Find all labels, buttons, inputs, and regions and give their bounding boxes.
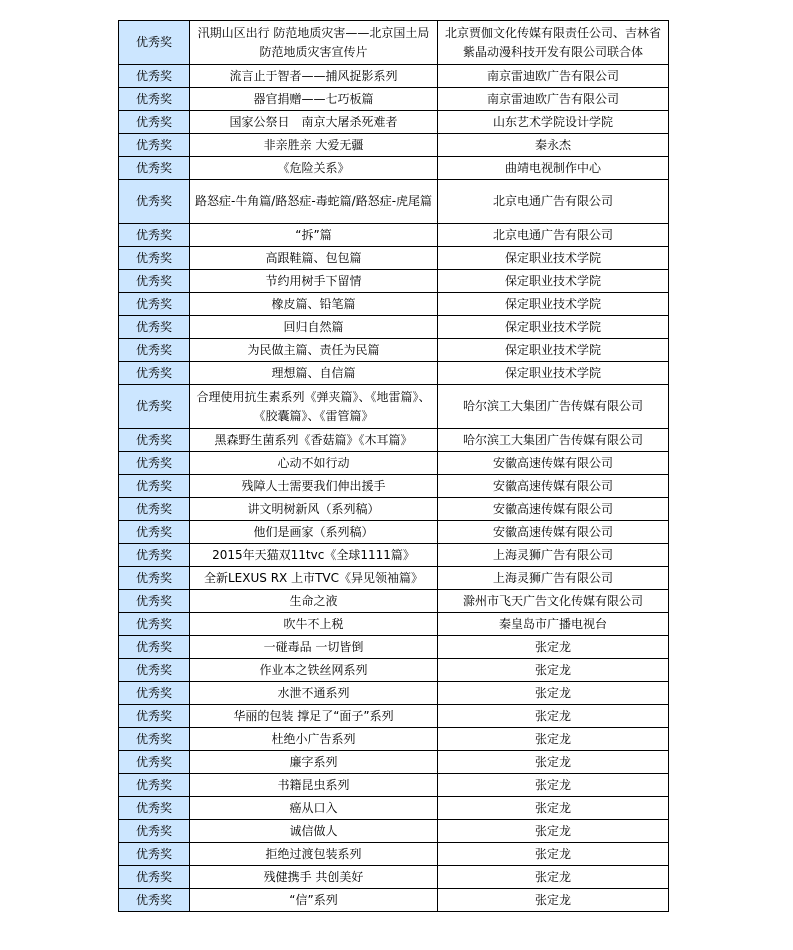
organization-cell: 保定职业技术学院 [438,247,669,270]
table-row [119,385,669,429]
award-level-cell: 优秀奖 [119,293,190,316]
organization-cell: 张定龙 [438,866,669,889]
organization-cell: 曲靖电视制作中心 [438,157,669,180]
organization-cell: 保定职业技术学院 [438,293,669,316]
work-title-cell: 高跟鞋篇、包包篇 [190,247,438,270]
work-title-cell: 全新LEXUS RX 上市TVC《异见领袖篇》 [190,567,438,590]
award-level-cell: 优秀奖 [119,21,190,65]
organization-cell: 张定龙 [438,682,669,705]
work-title-cell: 他们是画家（系列稿） [190,521,438,544]
table-row [119,134,669,157]
award-level-cell: 优秀奖 [119,180,190,224]
award-level-cell: 优秀奖 [119,247,190,270]
organization-cell: 张定龙 [438,751,669,774]
award-level-cell: 优秀奖 [119,452,190,475]
table-row [119,843,669,866]
organization-cell: 张定龙 [438,889,669,912]
table-row [119,682,669,705]
work-title-cell: 书籍昆虫系列 [190,774,438,797]
work-title-cell: 吹牛不上税 [190,613,438,636]
organization-cell: 秦皇岛市广播电视台 [438,613,669,636]
table-row [119,797,669,820]
award-level-cell: 优秀奖 [119,866,190,889]
work-title-cell: 诚信做人 [190,820,438,843]
organization-cell: 保定职业技术学院 [438,362,669,385]
organization-cell: 滁州市飞天广告文化传媒有限公司 [438,590,669,613]
work-title-cell: 讲文明树新风（系列稿） [190,498,438,521]
organization-cell: 秦永杰 [438,134,669,157]
award-level-cell: 优秀奖 [119,88,190,111]
work-title-cell: 器官捐赠——七巧板篇 [190,88,438,111]
table-row [119,567,669,590]
organization-cell: 保定职业技术学院 [438,270,669,293]
organization-cell: 安徽高速传媒有限公司 [438,475,669,498]
organization-cell: 北京电通广告有限公司 [438,180,669,224]
table-row [119,180,669,224]
organization-cell: 张定龙 [438,843,669,866]
organization-cell: 哈尔滨工大集团广告传媒有限公司 [438,429,669,452]
organization-cell: 安徽高速传媒有限公司 [438,521,669,544]
organization-cell: 张定龙 [438,705,669,728]
award-level-cell: 优秀奖 [119,157,190,180]
work-title-cell: “拆”篇 [190,224,438,247]
work-title-cell: 残障人士需要我们伸出援手 [190,475,438,498]
work-title-cell: 2015年天猫双11tvc《全球1111篇》 [190,544,438,567]
organization-cell: 安徽高速传媒有限公司 [438,452,669,475]
table-row [119,613,669,636]
work-title-cell: 黑森野生菌系列《香菇篇》《木耳篇》 [190,429,438,452]
organization-cell: 南京雷迪欧广告有限公司 [438,65,669,88]
organization-cell: 山东艺术学院设计学院 [438,111,669,134]
table-row [119,339,669,362]
table-row [119,636,669,659]
table-row [119,247,669,270]
award-table-body [119,21,669,912]
organization-cell: 北京电通广告有限公司 [438,224,669,247]
work-title-cell: 回归自然篇 [190,316,438,339]
award-level-cell: 优秀奖 [119,429,190,452]
award-level-cell: 优秀奖 [119,751,190,774]
award-level-cell: 优秀奖 [119,682,190,705]
work-title-cell: 合理使用抗生素系列《弹夹篇》、《地雷篇》、《胶囊篇》、《雷管篇》 [190,385,438,429]
table-row [119,498,669,521]
work-title-cell: 癌从口入 [190,797,438,820]
organization-cell: 张定龙 [438,820,669,843]
award-level-cell: 优秀奖 [119,636,190,659]
award-level-cell: 优秀奖 [119,820,190,843]
work-title-cell: 节约用树手下留情 [190,270,438,293]
work-title-cell: 国家公祭日 南京大屠杀死难者 [190,111,438,134]
award-level-cell: 优秀奖 [119,339,190,362]
table-row [119,270,669,293]
award-level-cell: 优秀奖 [119,270,190,293]
award-level-cell: 优秀奖 [119,774,190,797]
table-row [119,866,669,889]
organization-cell: 保定职业技术学院 [438,339,669,362]
table-row [119,362,669,385]
award-level-cell: 优秀奖 [119,362,190,385]
award-level-cell: 优秀奖 [119,544,190,567]
table-row [119,705,669,728]
work-title-cell: 廉字系列 [190,751,438,774]
organization-cell: 张定龙 [438,797,669,820]
organization-cell: 保定职业技术学院 [438,316,669,339]
organization-cell: 安徽高速传媒有限公司 [438,498,669,521]
work-title-cell: 残健携手 共创美好 [190,866,438,889]
work-title-cell: 一碰毒品 一切皆倒 [190,636,438,659]
award-level-cell: 优秀奖 [119,224,190,247]
table-row [119,157,669,180]
award-level-cell: 优秀奖 [119,590,190,613]
table-row [119,544,669,567]
award-level-cell: 优秀奖 [119,889,190,912]
table-row [119,88,669,111]
table-row [119,820,669,843]
work-title-cell: 心动不如行动 [190,452,438,475]
organization-cell: 张定龙 [438,659,669,682]
award-level-cell: 优秀奖 [119,797,190,820]
work-title-cell: 水泄不通系列 [190,682,438,705]
work-title-cell: 为民做主篇、责任为民篇 [190,339,438,362]
table-row [119,293,669,316]
table-row [119,590,669,613]
organization-cell: 南京雷迪欧广告有限公司 [438,88,669,111]
award-level-cell: 优秀奖 [119,567,190,590]
work-title-cell: 生命之液 [190,590,438,613]
table-row [119,224,669,247]
table-row [119,751,669,774]
award-level-cell: 优秀奖 [119,705,190,728]
award-level-cell: 优秀奖 [119,498,190,521]
table-row [119,111,669,134]
award-level-cell: 优秀奖 [119,475,190,498]
work-title-cell: 非亲胜亲 大爱无疆 [190,134,438,157]
organization-cell: 上海灵狮广告有限公司 [438,544,669,567]
work-title-cell: 拒绝过渡包装系列 [190,843,438,866]
organization-cell: 张定龙 [438,728,669,751]
work-title-cell: 橡皮篇、铅笔篇 [190,293,438,316]
award-level-cell: 优秀奖 [119,728,190,751]
award-level-cell: 优秀奖 [119,134,190,157]
work-title-cell: 华丽的包装 撑足了“面子”系列 [190,705,438,728]
table-row [119,452,669,475]
organization-cell: 哈尔滨工大集团广告传媒有限公司 [438,385,669,429]
table-row [119,65,669,88]
table-row [119,316,669,339]
work-title-cell: 理想篇、自信篇 [190,362,438,385]
award-level-cell: 优秀奖 [119,659,190,682]
table-row [119,728,669,751]
work-title-cell: 流言止于智者——捕风捉影系列 [190,65,438,88]
table-row [119,429,669,452]
work-title-cell: 杜绝小广告系列 [190,728,438,751]
work-title-cell: 作业本之铁丝网系列 [190,659,438,682]
organization-cell: 张定龙 [438,636,669,659]
work-title-cell: 《危险关系》 [190,157,438,180]
organization-cell: 北京贾伽文化传媒有限责任公司、吉林省紫晶动漫科技开发有限公司联合体 [438,21,669,65]
table-row [119,521,669,544]
award-level-cell: 优秀奖 [119,111,190,134]
award-level-cell: 优秀奖 [119,316,190,339]
table-row [119,774,669,797]
award-table [118,20,669,912]
table-row [119,475,669,498]
award-level-cell: 优秀奖 [119,843,190,866]
table-row [119,889,669,912]
award-level-cell: 优秀奖 [119,613,190,636]
table-row [119,21,669,65]
organization-cell: 张定龙 [438,774,669,797]
award-level-cell: 优秀奖 [119,521,190,544]
organization-cell: 上海灵狮广告有限公司 [438,567,669,590]
work-title-cell: 汛期山区出行 防范地质灾害——北京国土局防范地质灾害宣传片 [190,21,438,65]
work-title-cell: “信”系列 [190,889,438,912]
award-level-cell: 优秀奖 [119,65,190,88]
table-row [119,659,669,682]
work-title-cell: 路怒症-牛角篇/路怒症-毒蛇篇/路怒症-虎尾篇 [190,180,438,224]
award-level-cell: 优秀奖 [119,385,190,429]
